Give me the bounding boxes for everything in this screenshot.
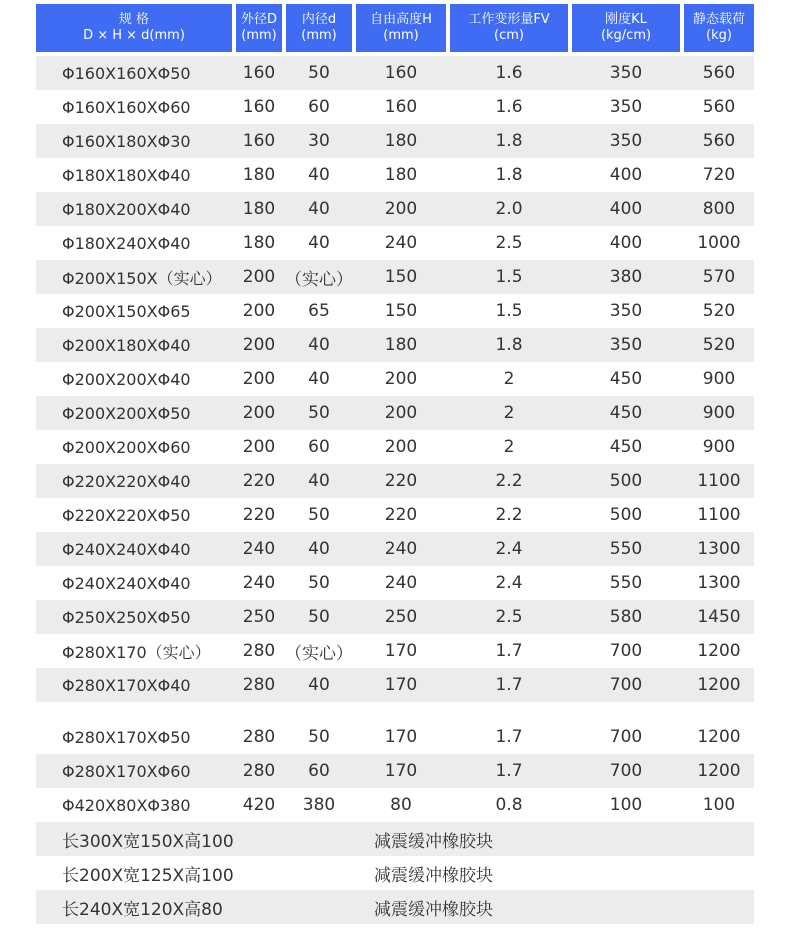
cell-outer-diameter: 280 — [242, 675, 276, 695]
header-inner-diameter-title: 内径d — [301, 12, 337, 27]
cell-deformation: 2.2 — [495, 471, 523, 491]
cell-static-load: 520 — [702, 335, 736, 355]
header-spec — [36, 4, 232, 52]
cell-static-load: 1200 — [697, 761, 741, 781]
cell-free-height: 170 — [384, 761, 418, 781]
cell-free-height: 170 — [384, 727, 418, 747]
cell-deformation: 0.8 — [495, 795, 523, 815]
cell-spec: Φ200X200XΦ40 — [62, 369, 191, 389]
table-row — [36, 464, 754, 498]
cell-stiffness: 700 — [609, 727, 643, 747]
cell-spec: Φ200X180XΦ40 — [62, 335, 191, 355]
cell-outer-diameter: 280 — [242, 761, 276, 781]
cell-static-load: 570 — [702, 267, 736, 287]
cell-spec: Φ240X240XΦ40 — [62, 539, 191, 559]
cell-deformation: 1.7 — [495, 641, 523, 661]
header-outer-diameter-unit: (mm) — [241, 28, 277, 43]
cell-inner-diameter: 50 — [308, 63, 330, 83]
cell-outer-diameter: 200 — [242, 369, 276, 389]
cell-outer-diameter: 200 — [242, 403, 276, 423]
cell-spec: Φ160X160XΦ50 — [62, 63, 191, 83]
spec-table — [36, 4, 754, 920]
header-inner-diameter-unit: (mm) — [301, 28, 337, 43]
cell-deformation: 2.4 — [495, 539, 523, 559]
header-stiffness-unit: (kg/cm) — [600, 28, 652, 43]
cell-spec: Φ160X180XΦ30 — [62, 131, 191, 151]
cell-outer-diameter: 200 — [242, 301, 276, 321]
cell-inner-diameter: 50 — [308, 403, 330, 423]
header-static-load-title: 静态载荷 — [692, 12, 745, 27]
cell-free-height: 160 — [384, 63, 418, 83]
header-free-height — [356, 4, 446, 52]
header-deformation-title: 工作变形量FV — [468, 12, 550, 27]
header-outer-diameter — [236, 4, 282, 52]
cell-spec: Φ180X200XΦ40 — [62, 199, 191, 219]
cell-spec: Φ420X80XΦ380 — [62, 795, 191, 815]
cell-static-load: 1200 — [697, 727, 741, 747]
table-row — [36, 720, 754, 754]
cell-inner-diameter: 40 — [308, 335, 330, 355]
header-static-load-unit: (kg) — [706, 28, 732, 43]
cell-static-load: 1300 — [697, 539, 741, 559]
cell-free-height: 170 — [384, 641, 418, 661]
cell-free-height: 200 — [384, 437, 418, 457]
table-row — [36, 328, 754, 362]
table-row — [36, 260, 754, 294]
cell-free-height: 150 — [384, 267, 418, 287]
table-row — [36, 600, 754, 634]
cell-spec: Φ280X170XΦ50 — [62, 727, 191, 747]
cell-spec: Φ200X200XΦ50 — [62, 403, 191, 423]
cell-spec: Φ250X250XΦ50 — [62, 607, 191, 627]
cell-static-load: 560 — [702, 131, 736, 151]
cell-static-load: 560 — [702, 63, 736, 83]
cell-spec: Φ180X180XΦ40 — [62, 165, 191, 185]
table-row — [36, 362, 754, 396]
cell-inner-diameter: （实心） — [285, 269, 353, 290]
cell-outer-diameter: 220 — [242, 471, 276, 491]
header-deformation-unit: (cm) — [494, 28, 524, 43]
cell-inner-diameter: 60 — [308, 761, 330, 781]
cell-static-load: 900 — [702, 369, 736, 389]
cell-inner-diameter: 40 — [308, 369, 330, 389]
block-description: 减震缓冲橡胶块 — [374, 899, 493, 920]
cell-inner-diameter: 40 — [308, 471, 330, 491]
cell-stiffness: 100 — [609, 795, 643, 815]
cell-stiffness: 380 — [609, 267, 643, 287]
cell-outer-diameter: 160 — [242, 131, 276, 151]
header-free-height-unit: (mm) — [383, 28, 419, 43]
cell-outer-diameter: 420 — [242, 795, 276, 815]
cell-free-height: 240 — [384, 539, 418, 559]
header-stiffness — [572, 4, 680, 52]
cell-outer-diameter: 180 — [242, 199, 276, 219]
header-free-height-title: 自由高度H — [370, 12, 432, 27]
cell-inner-diameter: （实心） — [285, 643, 353, 664]
cell-static-load: 1000 — [697, 233, 741, 253]
cell-stiffness: 700 — [609, 641, 643, 661]
cell-free-height: 160 — [384, 97, 418, 117]
cell-stiffness: 450 — [609, 403, 643, 423]
cell-outer-diameter: 250 — [242, 607, 276, 627]
cell-outer-diameter: 160 — [242, 97, 276, 117]
cell-inner-diameter: 50 — [308, 505, 330, 525]
cell-spec: Φ200X150XΦ65 — [62, 301, 191, 321]
cell-free-height: 200 — [384, 403, 418, 423]
cell-inner-diameter: 50 — [308, 727, 330, 747]
table-row — [36, 396, 754, 430]
cell-free-height: 220 — [384, 505, 418, 525]
cell-deformation: 1.7 — [495, 675, 523, 695]
cell-deformation: 2.4 — [495, 573, 523, 593]
cell-stiffness: 350 — [609, 131, 643, 151]
cell-stiffness: 350 — [609, 63, 643, 83]
cell-static-load: 900 — [702, 437, 736, 457]
cell-spec: Φ180X240XΦ40 — [62, 233, 191, 253]
header-spec-title: 规 格 — [118, 12, 150, 27]
cell-free-height: 200 — [384, 199, 418, 219]
cell-inner-diameter: 40 — [308, 165, 330, 185]
table-row — [36, 158, 754, 192]
cell-outer-diameter: 180 — [242, 233, 276, 253]
cell-free-height: 200 — [384, 369, 418, 389]
cell-inner-diameter: 40 — [308, 233, 330, 253]
cell-stiffness: 350 — [609, 301, 643, 321]
cell-inner-diameter: 40 — [308, 675, 330, 695]
header-stiffness-title: 刚度KL — [605, 12, 647, 27]
cell-inner-diameter: 40 — [308, 539, 330, 559]
cell-stiffness: 550 — [609, 573, 643, 593]
cell-deformation: 1.8 — [495, 165, 523, 185]
cell-inner-diameter: 40 — [308, 199, 330, 219]
table-row — [36, 294, 754, 328]
header-static-load — [684, 4, 754, 52]
block-spec: 长200X宽125X高100 — [62, 865, 234, 886]
cell-spec: Φ220X220XΦ50 — [62, 505, 191, 525]
rubber-block-row — [36, 822, 754, 856]
cell-stiffness: 700 — [609, 761, 643, 781]
cell-outer-diameter: 280 — [242, 641, 276, 661]
table-row — [36, 532, 754, 566]
cell-static-load: 1300 — [697, 573, 741, 593]
cell-deformation: 2 — [503, 437, 515, 457]
cell-outer-diameter: 180 — [242, 165, 276, 185]
cell-stiffness: 700 — [609, 675, 643, 695]
cell-spec: Φ240X240XΦ40 — [62, 573, 191, 593]
cell-static-load: 1200 — [697, 675, 741, 695]
cell-inner-diameter: 65 — [308, 301, 330, 321]
table-row — [36, 566, 754, 600]
header-spec-unit: D × H × d(mm) — [83, 28, 185, 43]
cell-free-height: 220 — [384, 471, 418, 491]
table-row — [36, 192, 754, 226]
cell-deformation: 1.5 — [495, 267, 523, 287]
cell-deformation: 1.6 — [495, 63, 523, 83]
cell-stiffness: 500 — [609, 505, 643, 525]
cell-static-load: 1100 — [697, 505, 741, 525]
table-row — [36, 90, 754, 124]
cell-spec: Φ220X220XΦ40 — [62, 471, 191, 491]
cell-deformation: 1.6 — [495, 97, 523, 117]
cell-outer-diameter: 200 — [242, 437, 276, 457]
cell-stiffness: 350 — [609, 335, 643, 355]
header-inner-diameter — [286, 4, 352, 52]
cell-spec: Φ280X170（实心） — [62, 642, 211, 662]
rubber-block-row — [36, 856, 754, 890]
table-row — [36, 56, 754, 90]
cell-static-load: 720 — [702, 165, 736, 185]
cell-inner-diameter: 60 — [308, 97, 330, 117]
cell-outer-diameter: 200 — [242, 267, 276, 287]
cell-static-load: 1200 — [697, 641, 741, 661]
cell-deformation: 2 — [503, 369, 515, 389]
block-description: 减震缓冲橡胶块 — [374, 865, 493, 886]
cell-stiffness: 450 — [609, 369, 643, 389]
block-spec: 长240X宽120X高80 — [62, 899, 223, 920]
cell-inner-diameter: 30 — [308, 131, 330, 151]
header-outer-diameter-title: 外径D — [240, 12, 277, 27]
table-row — [36, 788, 754, 822]
table-row — [36, 124, 754, 158]
cell-free-height: 250 — [384, 607, 418, 627]
cell-static-load: 100 — [702, 795, 736, 815]
table-row — [36, 634, 754, 668]
cell-stiffness: 500 — [609, 471, 643, 491]
cell-static-load: 1100 — [697, 471, 741, 491]
cell-deformation: 2.2 — [495, 505, 523, 525]
block-description: 减震缓冲橡胶块 — [374, 831, 493, 852]
cell-stiffness: 400 — [609, 233, 643, 253]
cell-free-height: 180 — [384, 335, 418, 355]
cell-deformation: 1.7 — [495, 761, 523, 781]
cell-free-height: 240 — [384, 233, 418, 253]
cell-static-load: 1450 — [697, 607, 741, 627]
cell-deformation: 2.5 — [495, 607, 523, 627]
cell-spec: Φ200X200XΦ60 — [62, 437, 191, 457]
cell-stiffness: 350 — [609, 97, 643, 117]
cell-deformation: 2.5 — [495, 233, 523, 253]
header-deformation — [450, 4, 568, 52]
cell-outer-diameter: 240 — [242, 539, 276, 559]
table-row — [36, 754, 754, 788]
cell-free-height: 170 — [384, 675, 418, 695]
cell-free-height: 180 — [384, 165, 418, 185]
cell-free-height: 180 — [384, 131, 418, 151]
cell-stiffness: 400 — [609, 199, 643, 219]
cell-free-height: 80 — [390, 795, 412, 815]
cell-outer-diameter: 200 — [242, 335, 276, 355]
cell-stiffness: 450 — [609, 437, 643, 457]
cell-deformation: 2.0 — [495, 199, 523, 219]
cell-inner-diameter: 380 — [302, 795, 336, 815]
cell-spec: Φ160X160XΦ60 — [62, 97, 191, 117]
cell-deformation: 1.7 — [495, 727, 523, 747]
cell-outer-diameter: 160 — [242, 63, 276, 83]
cell-deformation: 2 — [503, 403, 515, 423]
rubber-block-row — [36, 890, 754, 924]
cell-free-height: 150 — [384, 301, 418, 321]
table-header — [36, 4, 754, 52]
cell-spec: Φ280X170XΦ60 — [62, 761, 191, 781]
cell-outer-diameter: 220 — [242, 505, 276, 525]
cell-spec: Φ200X150X（实心） — [62, 268, 222, 288]
cell-static-load: 800 — [702, 199, 736, 219]
cell-outer-diameter: 240 — [242, 573, 276, 593]
cell-stiffness: 400 — [609, 165, 643, 185]
cell-inner-diameter: 50 — [308, 573, 330, 593]
table-row — [36, 430, 754, 464]
table-row — [36, 668, 754, 702]
table-row — [36, 226, 754, 260]
cell-deformation: 1.5 — [495, 301, 523, 321]
cell-inner-diameter: 50 — [308, 607, 330, 627]
block-spec: 长300X宽150X高100 — [62, 831, 234, 852]
cell-spec: Φ280X170XΦ40 — [62, 675, 191, 695]
cell-deformation: 1.8 — [495, 131, 523, 151]
cell-inner-diameter: 60 — [308, 437, 330, 457]
cell-outer-diameter: 280 — [242, 727, 276, 747]
cell-free-height: 240 — [384, 573, 418, 593]
cell-static-load: 560 — [702, 97, 736, 117]
cell-stiffness: 580 — [609, 607, 643, 627]
cell-deformation: 1.8 — [495, 335, 523, 355]
table-row — [36, 498, 754, 532]
cell-stiffness: 550 — [609, 539, 643, 559]
cell-static-load: 900 — [702, 403, 736, 423]
cell-static-load: 520 — [702, 301, 736, 321]
